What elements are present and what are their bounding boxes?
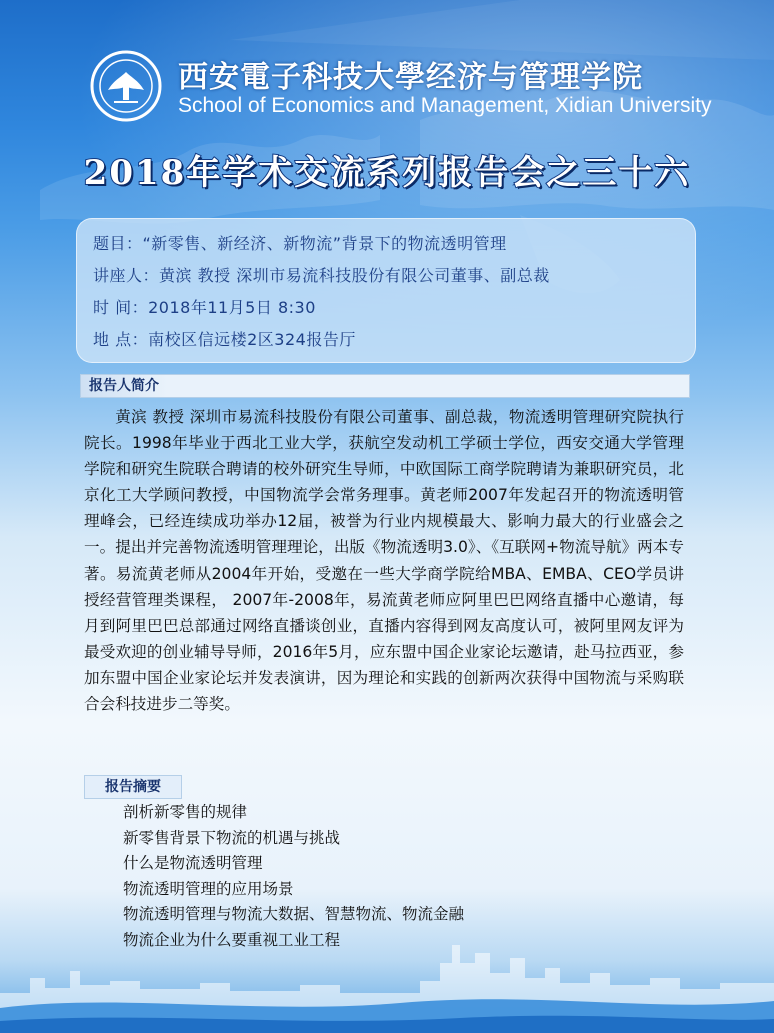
abstract-item: 物流企业为什么要重视工业工程 [123,930,341,949]
abstract-item: 物流透明管理与物流大数据、智慧物流、物流金融 [123,905,465,924]
topic-label: 题目： [93,234,143,253]
school-name-cn: 西安電子科技大學经济与管理学院 [178,60,643,95]
place-line [93,327,356,350]
abstract-item: 新零售背景下物流的机遇与挑战 [123,828,341,847]
city-skyline-decoration [0,923,774,1033]
speaker-line [93,263,550,286]
abstract-section-header [84,775,182,799]
bio-section-header [80,374,690,398]
bio-text-block [84,404,684,717]
speaker-value: 黄滨 教授 深圳市易流科技股份有限公司董事、副总裁 [159,266,550,285]
abstract-item: 剖析新零售的规律 [123,803,248,821]
place-value: 南校区信远楼2区324报告厅 [148,330,356,349]
topic-value: “新零售、新经济、新物流”背景下的物流透明管理 [142,234,507,253]
abstract-item: 什么是物流透明管理 [123,854,263,873]
place-label: 地 点： [93,330,149,349]
abstract-item: 物流透明管理的应用场景 [123,879,294,898]
university-emblem-icon [90,50,162,122]
time-line [93,295,316,318]
abstract-heading: 报告摘要 [105,779,161,795]
bio-paragraph: 黄滨 教授 深圳市易流科技股份有限公司董事、副总裁，物流透明管理研究院执行院长。1998年毕业于西北工业大学，获航空发动机工学硕士学位，西安交通大学管理学院和研究生院联合聘请的校外研究生导师，中欧国际工商学院聘请为兼职研究员，北京化工大学顾问教授，中国物流学会常务理事。黄老师2007年发起召开的物流透明管理峰会，已经连续成功举办12届，被誉为行业内规模最大、影响力最大的行业盛会之一。提出并完善物流透明管理理论，出版《物流透明3.0》、《互联网+物流导航》两本专著。易流黄老师从2004年开始，受邀在一些大学商学院给MBA、EMBA、CEO学员讲授经营管理类课程， 2007年-2008年，易流黄老师应阿里巴巴网络直播中心邀请，每月到阿里巴巴总部通过网络直播谈创业，直播内容得到网友高度认可，被阿里网友评为最受欢迎的创业辅导导师，2016年5月，应东盟中国企业家论坛邀请，赴马拉西亚，参加东盟中国企业家论坛并发表演讲，因为理论和实践的创新两次获得中国物流与采购联合会科技进步二等奖。 [84,408,684,714]
time-label: 时 间： [93,298,149,317]
bio-heading: 报告人简介 [81,375,167,397]
topic-line [93,231,507,254]
lecture-info-box [76,218,696,363]
series-title: 2018年学术交流系列报告会之三十六 [83,153,691,193]
time-value: 2018年11月5日 8:30 [148,298,316,317]
school-name-en: School of Economics and Management, Xidian University [178,94,712,117]
speaker-label: 讲座人： [93,266,160,285]
